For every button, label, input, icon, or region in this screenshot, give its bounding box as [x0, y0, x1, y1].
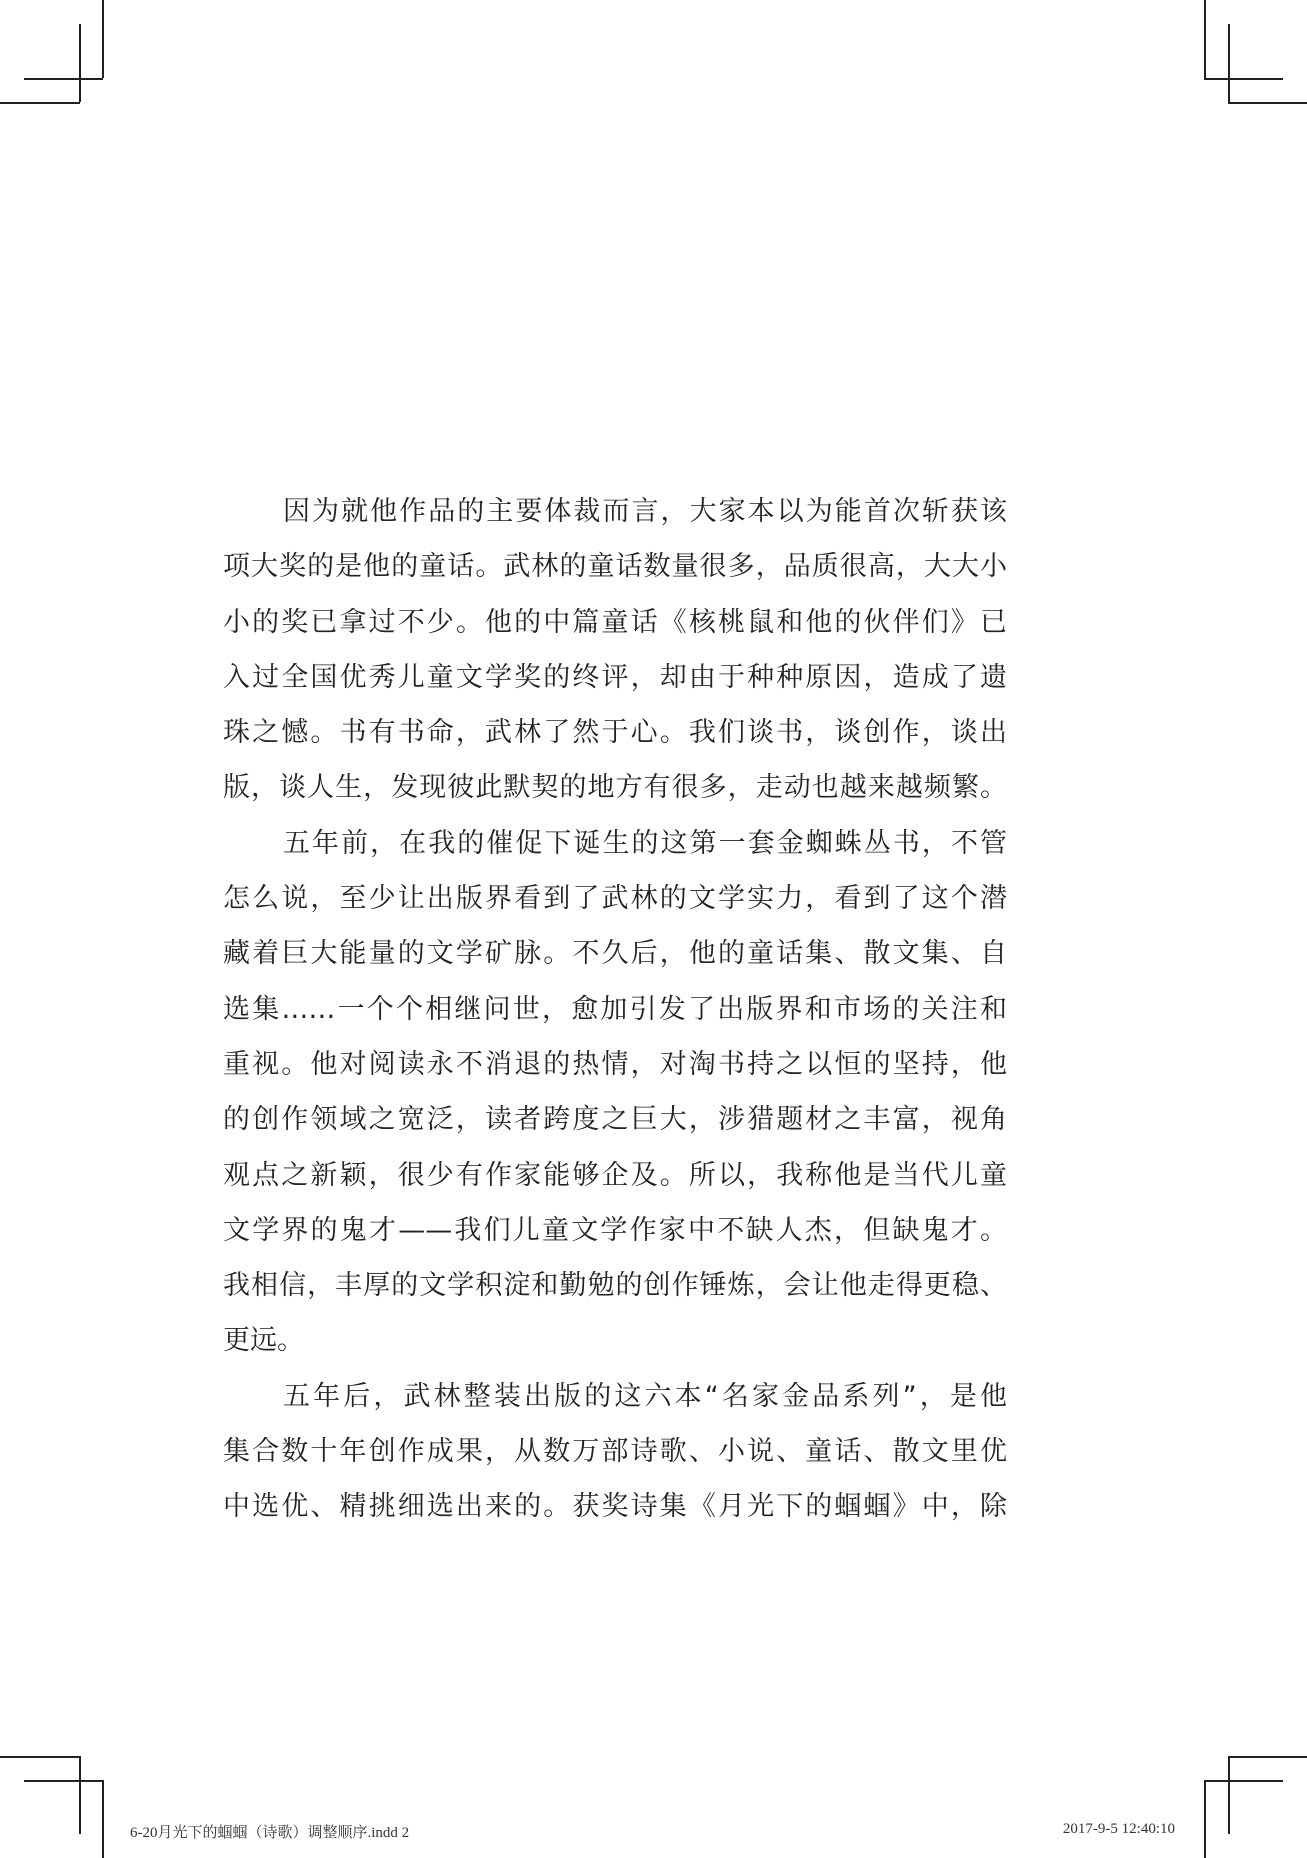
text-line: 怎么说，至少让出版界看到了武林的文学实力，看到了这个潜 — [223, 883, 1007, 915]
text-line: 的创作领域之宽泛，读者跨度之巨大，涉猎题材之丰富，视角 — [223, 1104, 1007, 1136]
text-line: 入过全国优秀儿童文学奖的终评，却由于种种原因，造成了遗 — [223, 661, 1007, 693]
footer-datetime: 2017-9-5 12:40:10 — [1062, 1821, 1175, 1837]
text-line: 五年后，武林整装出版的这六本“名家金品系列”，是他 — [283, 1380, 1007, 1412]
text-line: 重视。他对阅读永不消退的热情，对淘书持之以恒的坚持，他 — [223, 1048, 1007, 1080]
text-line: 选集……一个个相继问世，愈加引发了出版界和市场的关注和 — [223, 993, 1007, 1025]
text-line: 因为就他作品的主要体裁而言，大家本以为能首次斩获该 — [283, 496, 1007, 527]
text-line: 五年前，在我的催促下诞生的这第一套金蜘蛛丛书，不管 — [283, 827, 1007, 859]
text-line: 文学界的鬼才——我们儿童文学作家中不缺人杰，但缺鬼才。 — [223, 1214, 1007, 1246]
text-line: 我相信，丰厚的文学积淀和勤勉的创作锤炼，会让他走得更稳、 — [223, 1270, 1007, 1302]
body-text — [223, 492, 1007, 1543]
text-line: 中选优、精挑细选出来的。获奖诗集《月光下的蝈蝈》中，除 — [223, 1491, 1007, 1523]
text-line: 更远。 — [223, 1325, 304, 1357]
text-line: 版，谈人生，发现彼此默契的地方有很多，走动也越来越频繁。 — [223, 772, 1007, 804]
text-line: 小的奖已拿过不少。他的中篇童话《核桃鼠和他的伙伴们》已 — [223, 606, 1007, 638]
text-line: 项大奖的是他的童话。武林的童话数量很多，品质很高，大大小 — [223, 551, 1007, 583]
footer-filename: 6-20月光下的蝈蝈（诗歌）调整顺序.indd 2 — [130, 1825, 410, 1841]
text-line: 集合数十年创作成果，从数万部诗歌、小说、童话、散文里优 — [223, 1436, 1007, 1468]
text-line: 观点之新颖，很少有作家能够企及。所以，我称他是当代儿童 — [223, 1159, 1007, 1191]
text-line: 藏着巨大能量的文学矿脉。不久后，他的童话集、散文集、自 — [223, 938, 1007, 970]
text-line: 珠之憾。书有书命，武林了然于心。我们谈书，谈创作，谈出 — [223, 717, 1007, 749]
